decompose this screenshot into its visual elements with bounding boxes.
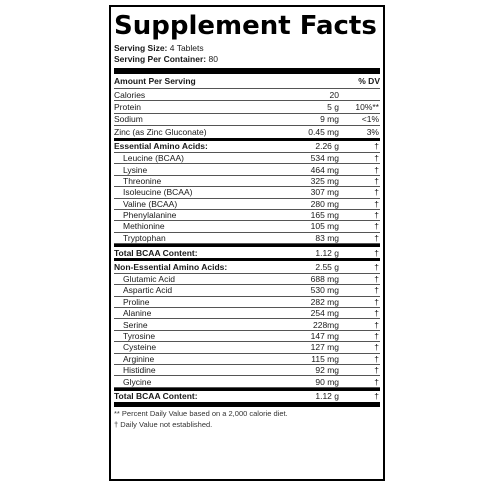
nutrient-name: Leucine (BCAA) — [114, 153, 261, 164]
nutrient-amount: 20 — [329, 89, 339, 100]
nutrient-dv: † — [374, 247, 379, 258]
nutrient-row — [114, 126, 380, 137]
nutrient-dv: 3% — [366, 126, 379, 137]
nutrient-dv: † — [374, 141, 379, 152]
nutrient-name: Zinc (as Zinc Gluconate) — [114, 126, 207, 137]
section-header-row — [114, 261, 380, 273]
nutrient-name: Proline — [114, 297, 261, 308]
nutrient-amount: 0.45 mg — [308, 126, 339, 137]
thick-divider — [114, 402, 380, 407]
nutrient-name: Essential Amino Acids: — [114, 141, 208, 152]
nutrient-amount: 464 mg — [261, 164, 339, 175]
footnote: † Daily Value not established. — [114, 420, 213, 430]
nutrient-amount: 228mg — [261, 319, 339, 330]
amino-acid-row — [114, 376, 380, 387]
nutrient-dv: † — [339, 297, 380, 308]
nutrient-dv: † — [339, 376, 380, 387]
nutrient-name: Phenylalanine — [114, 210, 261, 221]
column-header — [114, 74, 380, 89]
servings-value: 80 — [208, 54, 218, 64]
nutrient-amount: 9 mg — [320, 114, 339, 125]
nutrient-name: Threonine — [114, 176, 261, 187]
amino-acid-row — [114, 354, 380, 365]
nutrient-name: Cysteine — [114, 342, 261, 353]
nutrient-dv: † — [339, 342, 380, 353]
nutrient-amount: 90 mg — [261, 376, 339, 387]
nutrient-amount: 92 mg — [261, 365, 339, 376]
nutrient-name: Total BCAA Content: — [114, 247, 198, 258]
nutrient-amount: 530 mg — [261, 285, 339, 296]
amino-acid-row — [114, 176, 380, 187]
nutrient-amount: 2.26 g — [315, 141, 339, 152]
nutrient-dv: † — [339, 365, 380, 376]
nutrient-amount: 280 mg — [261, 199, 339, 210]
nutrient-dv: † — [339, 233, 380, 244]
nutrient-name: Protein — [114, 102, 141, 113]
nutrient-name: Tyrosine — [114, 331, 261, 342]
nutrient-name: Non-Essential Amino Acids: — [114, 262, 228, 273]
nutrient-amount: 127 mg — [261, 342, 339, 353]
nutrient-dv: 10%** — [355, 102, 379, 113]
nutrient-amount: 688 mg — [261, 274, 339, 285]
nutrient-dv: † — [339, 153, 380, 164]
supplement-facts-panel — [109, 5, 385, 481]
nutrient-amount: 105 mg — [261, 221, 339, 232]
amino-acid-row — [114, 285, 380, 296]
nutrient-name: Glutamic Acid — [114, 274, 261, 285]
amino-acid-row — [114, 308, 380, 319]
nutrient-amount: 5 g — [327, 102, 339, 113]
nutrient-amount: 1.12 g — [315, 391, 339, 402]
nutrient-row — [114, 89, 380, 101]
servings-per-container — [114, 54, 380, 65]
nutrient-amount: 282 mg — [261, 297, 339, 308]
section-header-row — [114, 141, 380, 153]
nutrient-amount: 1.12 g — [315, 247, 339, 258]
amino-acid-row — [114, 210, 380, 221]
nutrient-row — [114, 114, 380, 126]
nutrient-amount: 115 mg — [261, 354, 339, 365]
amino-acid-row — [114, 342, 380, 353]
panel-title: Supplement Facts — [114, 11, 377, 41]
dv-header-label: % DV — [358, 76, 380, 86]
nutrient-name: Tryptophan — [114, 233, 261, 244]
nutrient-dv: † — [339, 308, 380, 319]
amino-acid-row — [114, 164, 380, 175]
amino-acid-row — [114, 221, 380, 232]
servings-label: Serving Per Container: — [114, 54, 207, 64]
amino-acid-row — [114, 187, 380, 198]
nutrient-name: Aspartic Acid — [114, 285, 261, 296]
nutrient-row — [114, 101, 380, 113]
amino-acid-row — [114, 153, 380, 164]
nutrient-dv: † — [374, 262, 379, 273]
nutrient-name: Calories — [114, 89, 146, 100]
amino-acid-row — [114, 233, 380, 244]
nutrient-amount: 165 mg — [261, 210, 339, 221]
basic-nutrients — [114, 89, 380, 138]
amino-acid-row — [114, 274, 380, 285]
amino-acid-row — [114, 297, 380, 308]
nutrient-amount: 83 mg — [261, 233, 339, 244]
nutrient-amount: 2.55 g — [315, 262, 339, 273]
nutrient-dv: † — [339, 285, 380, 296]
nutrient-name: Histidine — [114, 365, 261, 376]
nutrient-dv: † — [339, 164, 380, 175]
total-bcaa-row — [114, 391, 380, 402]
nutrient-dv: <1% — [361, 114, 379, 125]
nutrient-dv: † — [339, 331, 380, 342]
serving-size-label: Serving Size: — [114, 43, 168, 53]
serving-size-value: 4 Tablets — [169, 43, 204, 53]
amount-per-serving-label: Amount Per Serving — [114, 76, 196, 86]
nutrient-dv: † — [339, 274, 380, 285]
nutrient-name: Serine — [114, 319, 261, 330]
nutrient-dv: † — [339, 319, 380, 330]
nutrient-dv: † — [374, 391, 379, 402]
nutrient-amount: 307 mg — [261, 187, 339, 198]
nutrient-amount: 325 mg — [261, 176, 339, 187]
nutrient-amount: 147 mg — [261, 331, 339, 342]
nutrient-name: Valine (BCAA) — [114, 199, 261, 210]
nutrient-amount: 254 mg — [261, 308, 339, 319]
nutrient-dv: † — [339, 199, 380, 210]
amino-acid-row — [114, 199, 380, 210]
nutrient-dv: † — [339, 187, 380, 198]
amino-acid-row — [114, 331, 380, 342]
nutrient-name: Sodium — [114, 114, 143, 125]
nutrient-dv: † — [339, 176, 380, 187]
nonessential-amino-section — [114, 261, 380, 402]
total-bcaa-row — [114, 247, 380, 258]
nutrient-dv: † — [339, 210, 380, 221]
footnotes — [114, 409, 380, 429]
amino-acid-row — [114, 319, 380, 330]
nutrient-dv: † — [339, 354, 380, 365]
nutrient-name: Isoleucine (BCAA) — [114, 187, 261, 198]
nutrient-amount: 534 mg — [261, 153, 339, 164]
footnote: ** Percent Daily Value based on a 2,000 calorie diet. — [114, 409, 288, 419]
nutrient-dv: † — [339, 221, 380, 232]
nutrient-name: Methionine — [114, 221, 261, 232]
serving-size — [114, 43, 380, 54]
nutrient-name: Alanine — [114, 308, 261, 319]
nutrient-name: Glycine — [114, 376, 261, 387]
amino-acid-row — [114, 365, 380, 376]
essential-amino-section — [114, 141, 380, 259]
nutrient-name: Arginine — [114, 354, 261, 365]
nutrient-name: Total BCAA Content: — [114, 391, 198, 402]
nutrient-name: Lysine — [114, 164, 261, 175]
